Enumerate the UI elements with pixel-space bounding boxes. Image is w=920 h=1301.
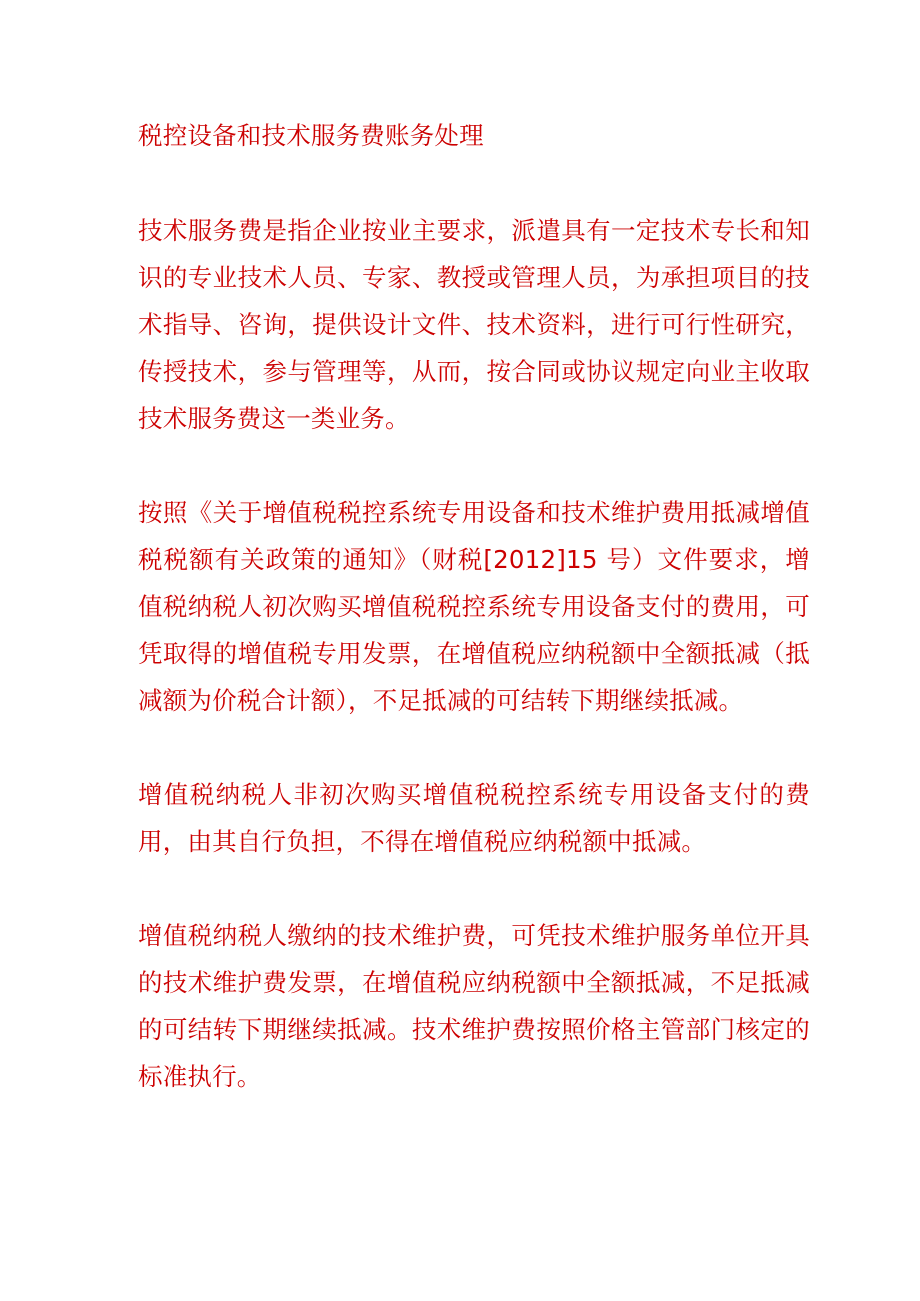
- paragraph-maintenance-fee: 增值税纳税人缴纳的技术维护费，可凭技术维护服务单位开具的技术维护费发票，在增值税应纳税额中全额抵减，不足抵减的可结转下期继续抵减。技术维护费按照价格主管部门核定的标准执行。: [138, 921, 810, 1091]
- paragraph-initial-purchase-policy: 按照《关于增值税税控系统专用设备和技术维护费用抵减增值税税额有关政策的通知》（财税[2012]15 号）文件要求，增值税纳税人初次购买增值税税控系统专用设备支付的费用，可凭取得的增值税专用发票，在增值税应纳税额中全额抵减（抵减额为价税合计额），不足抵减的可结转下期继续抵减。: [138, 498, 810, 715]
- document-body: [138, 112, 810, 1147]
- paragraph-tech-service-definition: 技术服务费是指企业按业主要求，派遣具有一定技术专长和知识的专业技术人员、专家、教授或管理人员，为承担项目的技术指导、咨询，提供设计文件、技术资料，进行可行性研究，传授技术，参与管理等，从而，按合同或协议规定向业主收取技术服务费这一类业务。: [138, 216, 810, 433]
- document-title: 税控设备和技术服务费账务处理: [138, 121, 484, 150]
- paragraph-non-initial-purchase: 增值税纳税人非初次购买增值税税控系统专用设备支付的费用，由其自行负担，不得在增值税应纳税额中抵减。: [138, 780, 810, 856]
